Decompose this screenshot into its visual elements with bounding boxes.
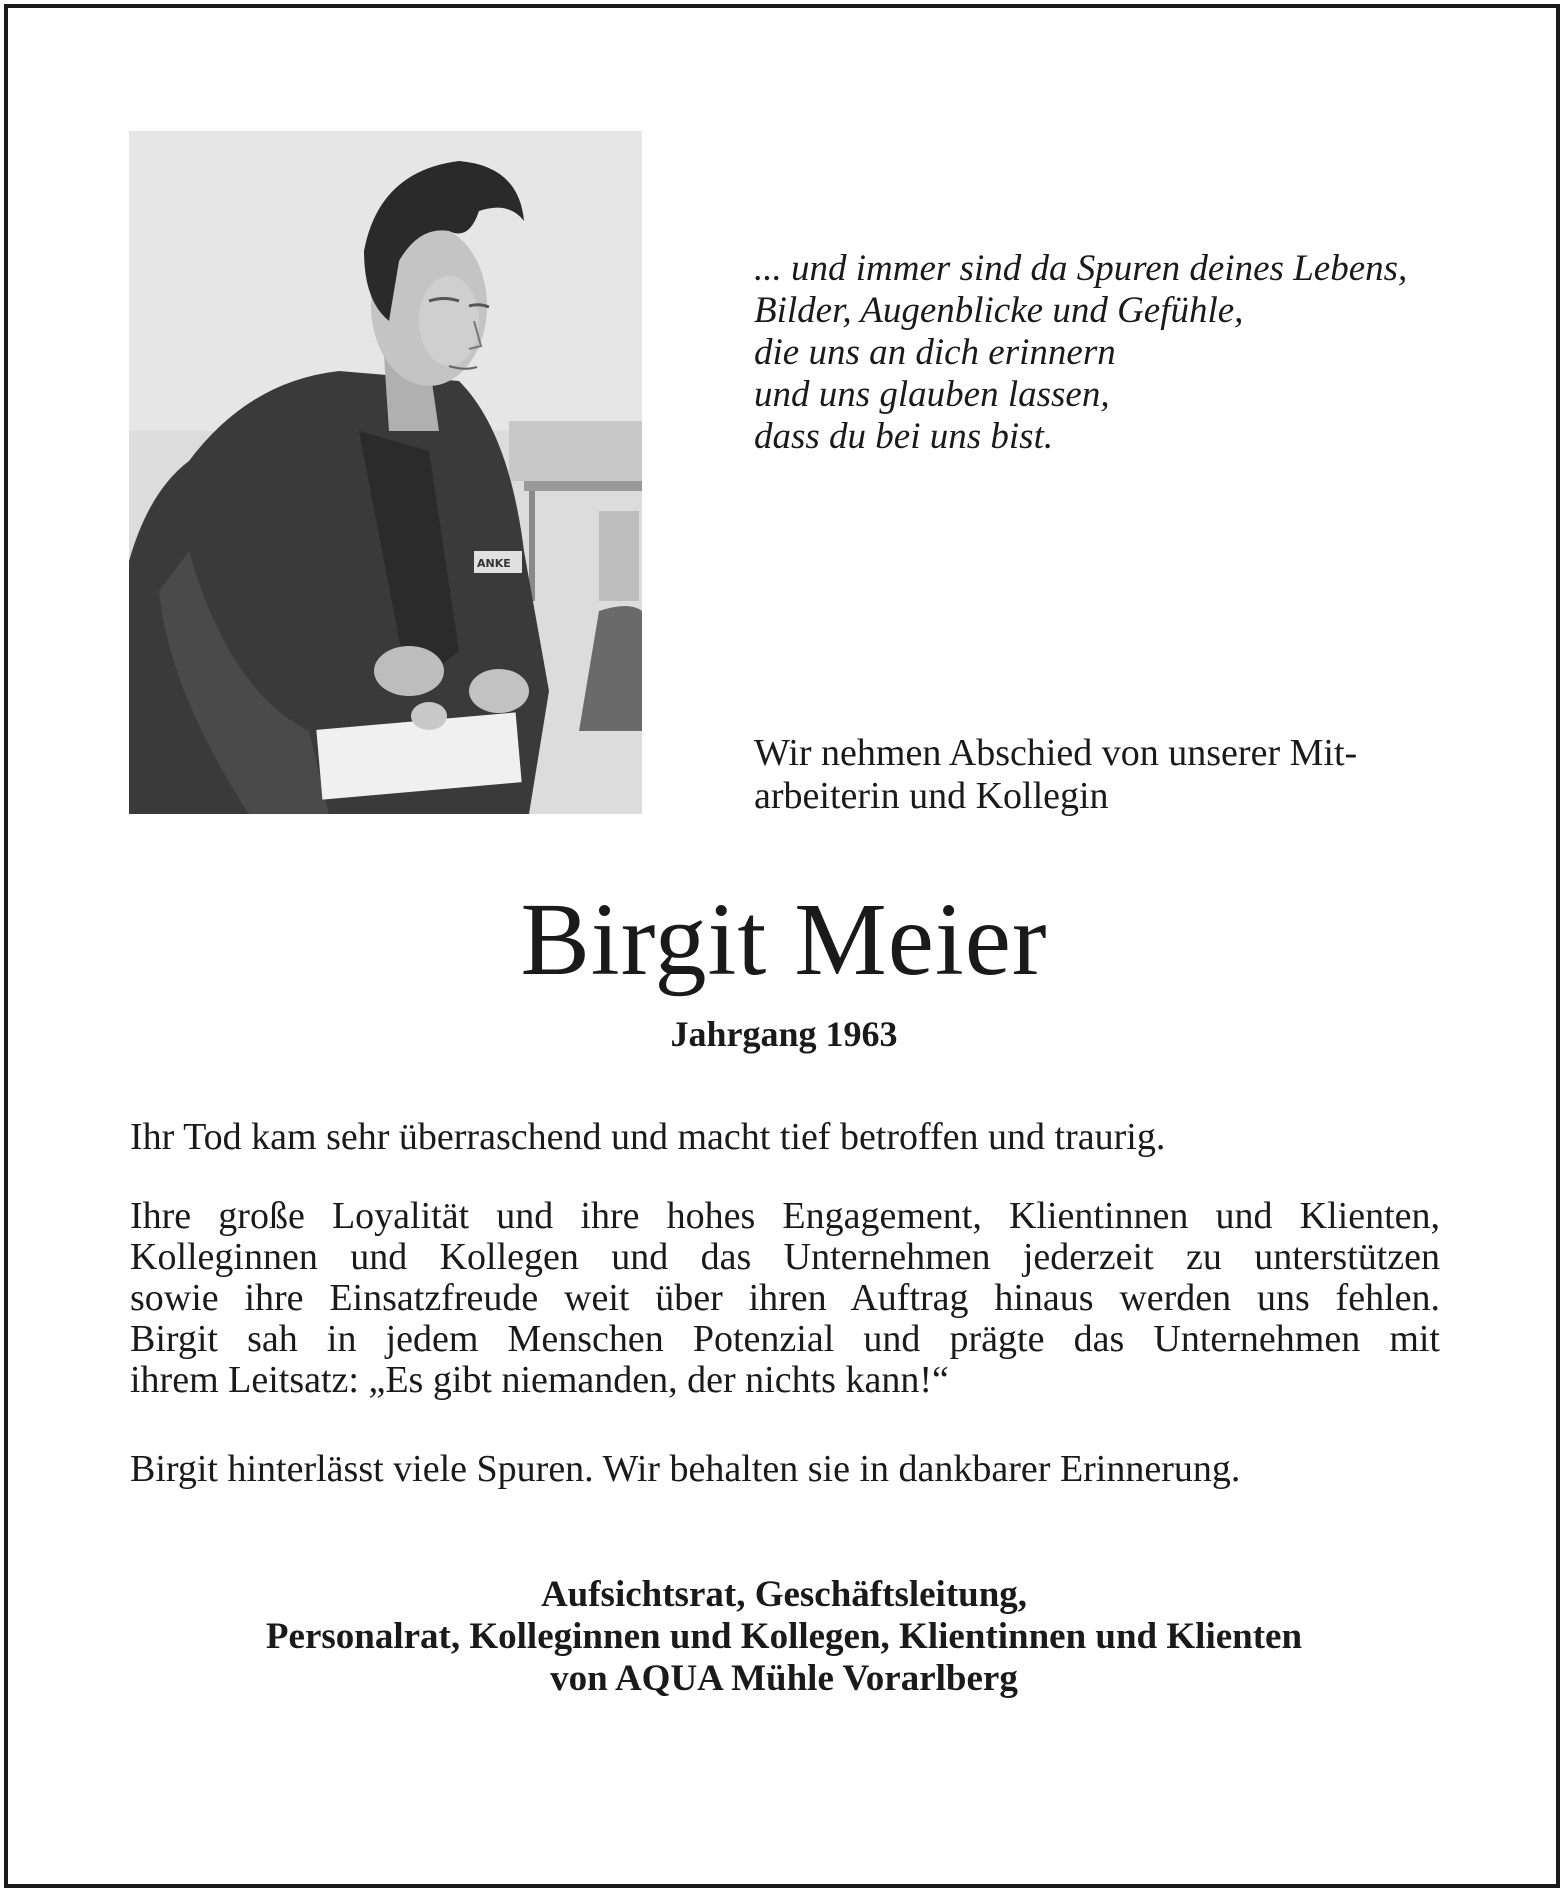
- jacket-logo: ANKE: [477, 557, 511, 570]
- poem-line: dass du bei uns bist.: [754, 416, 1054, 457]
- poem-line: Bilder, Augenblicke und Gefühle,: [754, 290, 1244, 331]
- portrait-photo: [129, 131, 642, 814]
- memorial-poem: [754, 248, 1474, 458]
- body-paragraph-1: [130, 1117, 1440, 1158]
- poem-line: die uns an dich erinnern: [754, 332, 1116, 373]
- body-line: Birgit hinterlässt viele Spuren. Wir behalten sie in dankbarer Erinnerung.: [130, 1448, 1241, 1490]
- body-line: Ihre große Loyalität und ihre hohes Engagement, Klientinnen und Klienten,: [130, 1195, 1440, 1237]
- farewell-intro: [754, 732, 1474, 818]
- farewell-line: arbeiterin und Kollegin: [754, 775, 1109, 817]
- farewell-line: Wir nehmen Abschied von unserer Mit-: [754, 732, 1358, 774]
- body-line: ihrem Leitsatz: „Es gibt niemanden, der nichts kann!“: [130, 1359, 949, 1401]
- body-paragraph-3: [130, 1449, 1440, 1490]
- birth-year: Jahrgang 1963: [670, 1014, 898, 1054]
- poem-line: und uns glauben lassen,: [754, 374, 1110, 415]
- body-line: Kolleginnen und Kollegen und das Unternehmen jederzeit zu unterstützen: [130, 1236, 1440, 1278]
- deceased-name: Birgit Meier: [520, 882, 1048, 997]
- signature-line: von AQUA Mühle Vorarlberg: [550, 1658, 1018, 1699]
- body-line: sowie ihre Einsatzfreude weit über ihren Auftrag hinaus werden uns fehlen.: [130, 1277, 1440, 1319]
- body-paragraph-2: [130, 1196, 1440, 1401]
- signature-line: Personalrat, Kolleginnen und Kollegen, Klientinnen und Klienten: [265, 1616, 1303, 1657]
- signature-line: Aufsichtsrat, Geschäftsleitung,: [540, 1574, 1028, 1615]
- signature-block: [0, 1574, 1568, 1700]
- poem-line: ... und immer sind da Spuren deines Lebens,: [754, 248, 1408, 289]
- body-line: Ihr Tod kam sehr überraschend und macht tief betroffen und traurig.: [130, 1116, 1166, 1158]
- body-line: Birgit sah in jedem Menschen Potenzial und prägte das Unternehmen mit: [130, 1318, 1440, 1360]
